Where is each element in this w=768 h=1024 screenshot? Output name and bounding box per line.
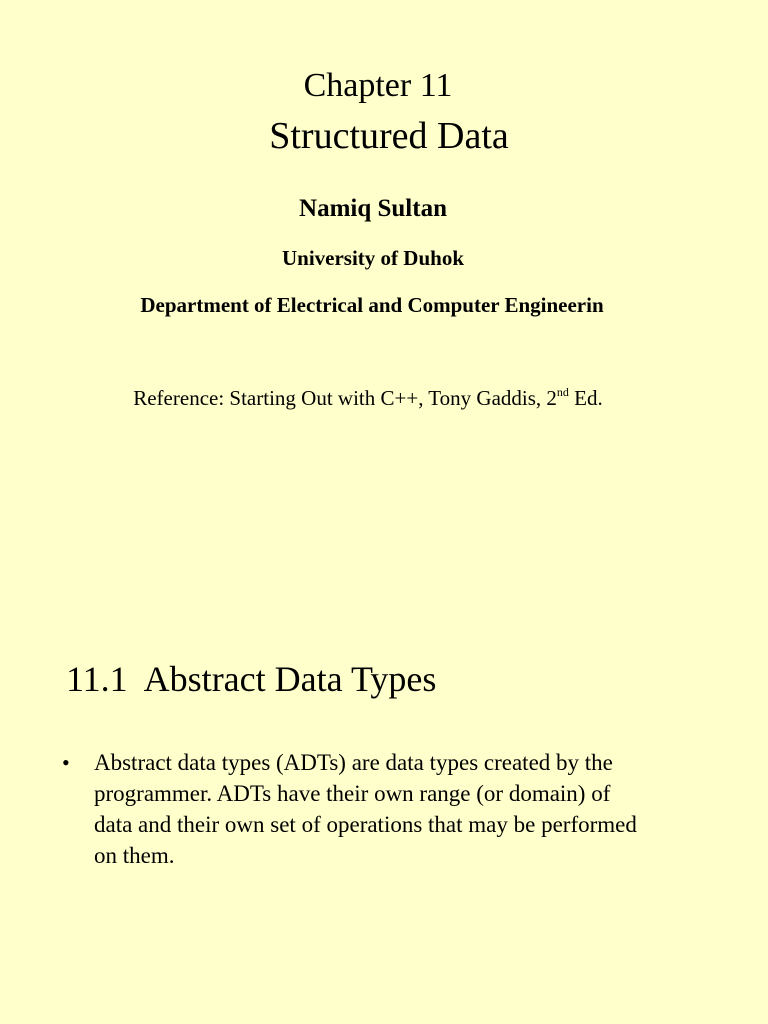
reference-suffix: Ed. <box>568 386 603 410</box>
section-title: 11.1 Abstract Data Types <box>66 659 437 699</box>
bullet-item <box>62 747 742 871</box>
university-name: University of Duhok <box>281 246 465 270</box>
bullet-line: programmer. ADTs have their own range (or domain) of <box>94 781 611 806</box>
chapter-label: Chapter 11 <box>303 67 453 104</box>
bullet-line: on them. <box>94 843 175 868</box>
bullet-line: Abstract data types (ADTs) are data types created by the <box>94 750 613 775</box>
bullet-line: data and their own set of operations that may be performed <box>94 812 637 837</box>
slide-title: Structured Data <box>269 115 509 157</box>
reference-line <box>0 383 736 413</box>
department-name: Department of Electrical and Computer Engineerin <box>140 293 604 317</box>
bullet-list <box>62 747 742 871</box>
reference-text: Reference: Starting Out with C++, Tony Gaddis, 2 <box>133 386 557 410</box>
bullet-icon: • <box>62 750 70 775</box>
content-slide <box>0 512 768 1024</box>
reference-superscript: nd <box>556 385 569 399</box>
author-name: Namiq Sultan <box>299 195 447 222</box>
